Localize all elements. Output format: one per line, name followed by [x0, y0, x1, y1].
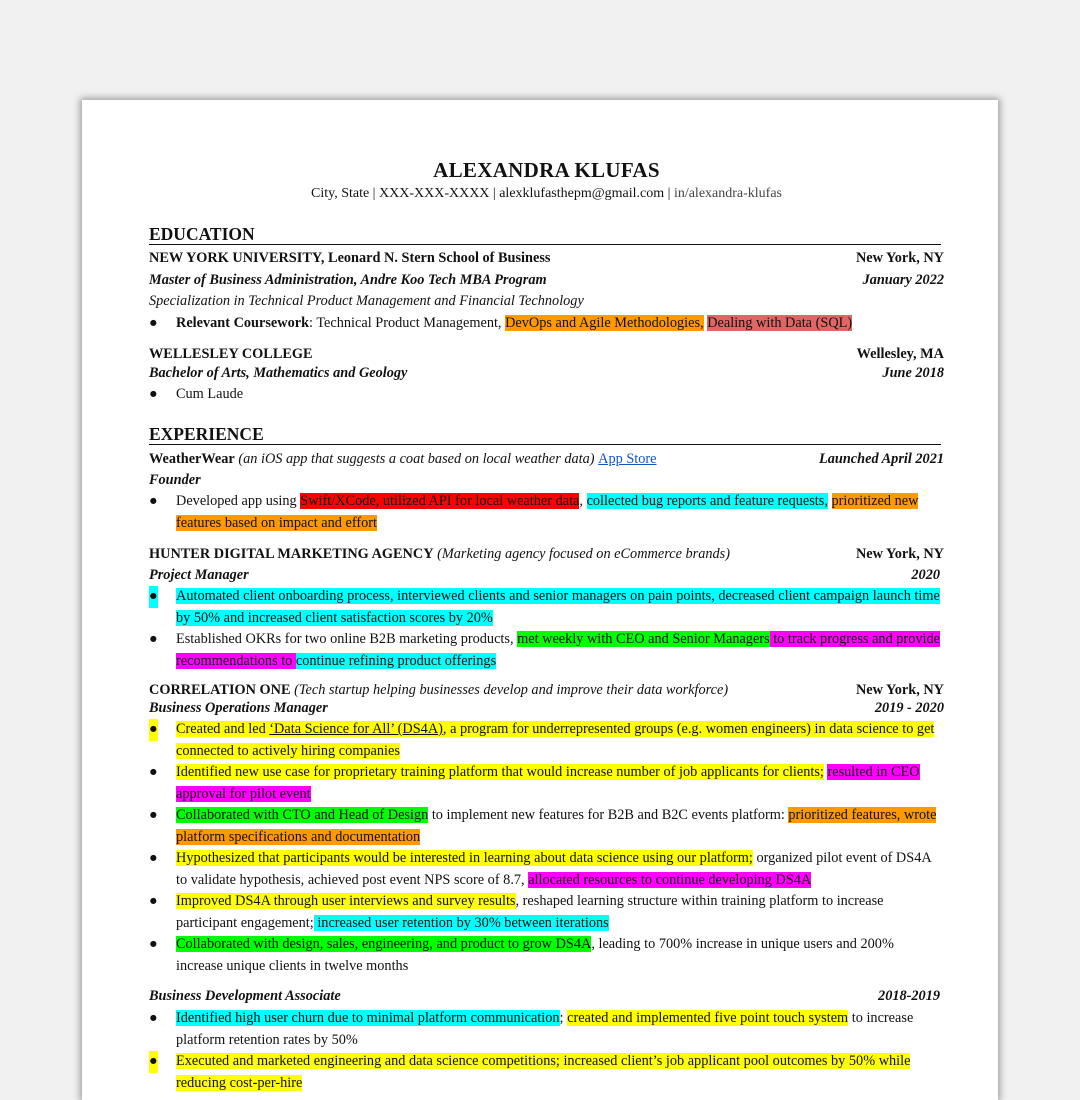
correlation-role-row: [149, 698, 944, 718]
coursework-text: : Technical Product Management,: [309, 315, 506, 331]
bullet-dot: ●: [149, 1010, 158, 1026]
bullet-dot: ●: [149, 631, 158, 647]
weatherwear-date: Launched April 2021: [819, 451, 944, 467]
highlight: created and implemented five point touch system: [567, 1010, 849, 1026]
nyu-degree: Master of Business Administration, Andre Koo Tech MBA Program: [149, 272, 547, 288]
highlight: met weekly with CEO and Senior Managers: [517, 631, 770, 647]
weatherwear-company: WeatherWear: [149, 451, 235, 467]
hunter-date: 2020: [911, 567, 940, 583]
bullet-text: to implement new features for B2B and B2C events platform:: [428, 807, 789, 823]
coursework-highlight-1: DevOps and Agile Methodologies,: [505, 315, 704, 331]
highlight: collected bug reports and feature requests,: [586, 493, 828, 509]
nyu-date: January 2022: [862, 272, 944, 288]
highlight: Created and led: [176, 721, 270, 737]
wellesley-degree-row: [149, 363, 944, 383]
bda-role: Business Development Associate: [149, 988, 341, 1004]
bda-role-row: [149, 986, 944, 1006]
bullet-dot: ●: [149, 807, 158, 823]
ds4a-link-text: ‘Data Science for All’ (DS4A): [269, 721, 443, 737]
hunter-header-row: [149, 544, 944, 564]
bullet-dot: ●: [149, 1051, 158, 1073]
wellesley-location: Wellesley, MA: [856, 346, 944, 362]
weatherwear-header-row: [149, 449, 944, 469]
list-item: [149, 805, 944, 848]
highlight: Collaborated with design, sales, engineering, and product to grow DS4A: [176, 936, 592, 952]
resume-page: [82, 100, 998, 1100]
list-item: [149, 384, 944, 406]
bullet-text: Developed app using: [176, 493, 301, 509]
wellesley-header-row: [149, 344, 944, 364]
bullet-text: to increase platform retention rates by 50%: [176, 1010, 914, 1048]
education-heading: EDUCATION: [149, 224, 941, 245]
bullet-text: ;: [559, 1010, 568, 1026]
highlight: increased user retention by 30% between iterations: [313, 914, 609, 931]
highlight: allocated resources to continue developing DS4A: [528, 871, 812, 888]
list-item: [149, 586, 944, 629]
highlight: continue refining product offerings: [295, 652, 497, 669]
coursework-label: Relevant Coursework: [176, 315, 310, 331]
coursework-highlight-2: Dealing with Data (SQL): [707, 315, 853, 331]
hunter-company: HUNTER DIGITAL MARKETING AGENCY: [149, 546, 434, 562]
wellesley-degree: Bachelor of Arts, Mathematics and Geology: [149, 365, 408, 381]
bullet-dot: ●: [149, 936, 158, 952]
highlight: Swift/XCode, utilized API for local weather data: [300, 493, 580, 509]
highlight: Collaborated with CTO and Head of Design: [176, 807, 429, 823]
bullet-text: , reshaped learning structure within training platform to increase participant engagement;: [176, 893, 884, 931]
weatherwear-desc: (an iOS app that suggests a coat based on local weather data): [234, 451, 599, 467]
list-item: [149, 313, 944, 335]
hunter-role: Project Manager: [149, 567, 249, 583]
app-store-link[interactable]: App Store: [598, 451, 657, 467]
bullet-text: ,: [579, 493, 587, 509]
hunter-desc: (Marketing agency focused on eCommerce brands): [433, 546, 730, 562]
highlight: Identified new use case for proprietary training platform that would increase number of job applicants for clients;: [176, 764, 824, 780]
bullet-dot: ●: [149, 586, 158, 608]
nyu-school-sub: Leonard N. Stern School of Business: [324, 250, 551, 266]
correlation-header-row: [149, 680, 944, 700]
bullet-text: Established OKRs for two online B2B marketing products,: [176, 631, 518, 647]
candidate-name: ALEXANDRA KLUFAS: [433, 158, 660, 182]
highlight: Executed and marketed engineering and data science competitions; increased client’s job applicant pool outcomes by 50% while reducing cost-per-hire: [176, 1053, 911, 1091]
list-item: [149, 629, 944, 672]
correlation-company: CORRELATION ONE: [149, 682, 291, 698]
nyu-specialization: Specialization in Technical Product Management and Financial Technology: [149, 293, 584, 309]
highlight: to track progress and provide recommendations to: [176, 631, 940, 669]
bullet-dot: ●: [149, 315, 158, 331]
highlight: prioritized features, wrote platform specifications and documentation: [176, 807, 937, 845]
wellesley-honor: Cum Laude: [176, 386, 244, 402]
highlight: , a program for underrepresented groups (e.g. women engineers) in data science to get connected to actively hiring companies: [176, 721, 935, 759]
nyu-header-row: [149, 248, 944, 268]
list-item: [149, 762, 944, 805]
list-item: [149, 491, 944, 534]
hunter-location: New York, NY: [855, 546, 944, 562]
hunter-role-row: [149, 565, 944, 585]
list-item: [149, 1051, 944, 1094]
bullet-dot: ●: [149, 893, 158, 909]
correlation-role: Business Operations Manager: [149, 700, 328, 716]
nyu-location: New York, NY: [855, 250, 944, 266]
highlight: Automated client onboarding process, interviewed clients and senior managers on pain points, decreased client campaign launch time by 50% and increased client satisfaction scores by 20%: [176, 588, 940, 626]
bullet-dot: ●: [149, 493, 158, 509]
wellesley-school: WELLESLEY COLLEGE: [149, 346, 313, 362]
weatherwear-role: Founder: [149, 472, 201, 488]
list-item: [149, 719, 944, 762]
bullet-text: , leading to 700% increase in unique users and 200% increase unique clients in twelve months: [176, 936, 894, 974]
bullet-dot: ●: [149, 850, 158, 866]
contact-details: City, State | XXX-XXX-XXXX | alexklufasthepm@gmail.com |: [310, 186, 674, 201]
list-item: [149, 1008, 944, 1051]
list-item: [149, 934, 944, 977]
bullet-text: [828, 493, 832, 509]
wellesley-date: June 2018: [882, 365, 944, 381]
list-item: [149, 848, 944, 891]
correlation-location: New York, NY: [855, 682, 944, 698]
bullet-dot: ●: [149, 386, 158, 402]
contact-line: [149, 186, 944, 202]
bda-date: 2018-2019: [878, 988, 940, 1004]
nyu-degree-row: [149, 270, 944, 290]
bullet-text: organized pilot event of DS4A to validate hypothesis, achieved post event NPS score of 8.7,: [176, 850, 931, 888]
highlight: Identified high user churn due to minimal platform communication: [176, 1010, 560, 1026]
list-item: [149, 891, 944, 934]
bullet-dot: ●: [149, 764, 158, 780]
experience-heading: EXPERIENCE: [149, 424, 941, 445]
correlation-desc: (Tech startup helping businesses develop and improve their data workforce): [290, 682, 729, 698]
bullet-dot: ●: [149, 719, 158, 741]
highlight: Hypothesized that participants would be interested in learning about data science using our platform;: [176, 850, 753, 866]
nyu-school: NEW YORK UNIVERSITY,: [149, 250, 325, 266]
linkedin-handle: in/alexandra-klufas: [673, 186, 782, 201]
highlight: prioritized new features based on impact and effort: [176, 493, 919, 531]
highlight: Improved DS4A through user interviews and survey results: [176, 893, 516, 909]
highlight: resulted in CEO approval for pilot event: [176, 764, 920, 802]
correlation-date: 2019 - 2020: [874, 700, 944, 716]
